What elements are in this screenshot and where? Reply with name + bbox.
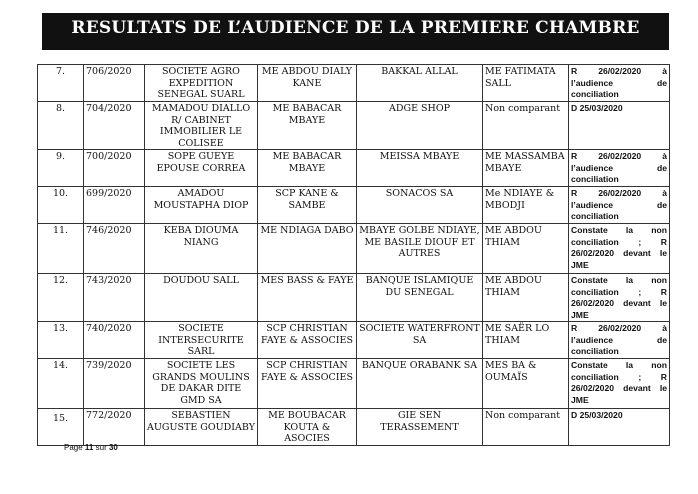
table-row bbox=[38, 65, 670, 102]
plaintiff-lawyer: ME ABDOU DIALY KANE bbox=[258, 65, 357, 102]
defendant-lawyer: ME ABDOU THIAM bbox=[483, 224, 569, 274]
plaintiff-lawyer: ME BABACAR MBAYE bbox=[258, 150, 357, 187]
decision: R 26/02/2020 à l’audience de conciliation bbox=[569, 187, 670, 224]
decision: R 26/02/2020 à l’audience de conciliation bbox=[569, 322, 670, 359]
row-number: 8. bbox=[38, 102, 84, 150]
defendant: SONACOS SA bbox=[357, 187, 483, 224]
case-number: 746/2020 bbox=[84, 224, 145, 274]
defendant-lawyer: Me NDIAYE & MBODJI bbox=[483, 187, 569, 224]
plaintiff-lawyer: SCP CHRISTIAN FAYE & ASSOCIES bbox=[258, 322, 357, 359]
decision: Constate la non conciliation ; R 26/02/2020 devant le JME bbox=[569, 224, 670, 274]
plaintiff-lawyer: SCP KANE & SAMBE bbox=[258, 187, 357, 224]
plaintiff: DOUDOU SALL bbox=[145, 274, 258, 322]
defendant-lawyer: ME MASSAMBA MBAYE bbox=[483, 150, 569, 187]
page-total: 30 bbox=[108, 443, 118, 452]
case-number: 772/2020 bbox=[84, 409, 145, 446]
table-row bbox=[38, 409, 670, 446]
defendant: BANQUE ISLAMIQUE DU SENEGAL bbox=[357, 274, 483, 322]
table-row bbox=[38, 224, 670, 274]
plaintiff-lawyer: ME NDIAGA DABO bbox=[258, 224, 357, 274]
table-row bbox=[38, 322, 670, 359]
case-number: 739/2020 bbox=[84, 359, 145, 409]
plaintiff: SOCIETE INTERSECURITE SARL bbox=[145, 322, 258, 359]
decision: R 26/02/2020 à l’audience de conciliation bbox=[569, 150, 670, 187]
defendant-lawyer: MES BA & OUMAÏS bbox=[483, 359, 569, 409]
plaintiff-lawyer: ME BOUBACAR KOUTA & ASOCIES bbox=[258, 409, 357, 446]
case-number: 740/2020 bbox=[84, 322, 145, 359]
page-footer bbox=[64, 443, 118, 452]
page-separator: sur bbox=[95, 443, 107, 452]
plaintiff: KEBA DIOUMA NIANG bbox=[145, 224, 258, 274]
results-table bbox=[37, 64, 670, 446]
case-number: 700/2020 bbox=[84, 150, 145, 187]
defendant: MBAYE GOLBE NDIAYE, ME BASILE DIOUF ET AUTRES bbox=[357, 224, 483, 274]
row-number: 7. bbox=[38, 65, 84, 102]
case-number: 699/2020 bbox=[84, 187, 145, 224]
defendant-lawyer: Non comparant bbox=[483, 409, 569, 446]
plaintiff-lawyer: MES BASS & FAYE bbox=[258, 274, 357, 322]
plaintiff: SOCIETE LES GRANDS MOULINS DE DAKAR DITE GMD SA bbox=[145, 359, 258, 409]
defendant: BANQUE ORABANK SA bbox=[357, 359, 483, 409]
plaintiff: SOCIETE AGRO EXPEDITION SENEGAL SUARL bbox=[145, 65, 258, 102]
row-number: 11. bbox=[38, 224, 84, 274]
table-row bbox=[38, 274, 670, 322]
row-number: 9. bbox=[38, 150, 84, 187]
table-row bbox=[38, 150, 670, 187]
defendant: MEISSA MBAYE bbox=[357, 150, 483, 187]
row-number: 10. bbox=[38, 187, 84, 224]
plaintiff: AMADOU MOUSTAPHA DIOP bbox=[145, 187, 258, 224]
table-row bbox=[38, 187, 670, 224]
page-label: Page bbox=[64, 443, 83, 452]
defendant-lawyer: ME SAËR LO THIAM bbox=[483, 322, 569, 359]
row-number: 12. bbox=[38, 274, 84, 322]
row-number: 15. bbox=[38, 409, 84, 446]
page-current: 11 bbox=[84, 443, 94, 452]
defendant-lawyer: Non comparant bbox=[483, 102, 569, 150]
defendant-lawyer: ME ABDOU THIAM bbox=[483, 274, 569, 322]
table-row bbox=[38, 102, 670, 150]
defendant-lawyer: ME FATIMATA SALL bbox=[483, 65, 569, 102]
case-number: 706/2020 bbox=[84, 65, 145, 102]
case-number: 743/2020 bbox=[84, 274, 145, 322]
defendant: BAKKAL ALLAL bbox=[357, 65, 483, 102]
plaintiff-lawyer: ME BABACAR MBAYE bbox=[258, 102, 357, 150]
plaintiff: SOPE GUEYE EPOUSE CORREA bbox=[145, 150, 258, 187]
defendant: GIE SEN TERASSEMENT bbox=[357, 409, 483, 446]
defendant: ADGE SHOP bbox=[357, 102, 483, 150]
case-number: 704/2020 bbox=[84, 102, 145, 150]
row-number: 14. bbox=[38, 359, 84, 409]
decision: R 26/02/2020 à l’audience de conciliation bbox=[569, 65, 670, 102]
page-title: RESULTATS DE L’AUDIENCE DE LA PREMIERE CHAMBRE bbox=[42, 13, 669, 50]
plaintiff: SEBASTIEN AUGUSTE GOUDIABY bbox=[145, 409, 258, 446]
decision: Constate la non conciliation ; R 26/02/2020 devant le JME bbox=[569, 359, 670, 409]
plaintiff: MAMADOU DIALLO R/ CABINET IMMOBILIER LE COLISEE bbox=[145, 102, 258, 150]
row-number: 13. bbox=[38, 322, 84, 359]
decision: Constate la non conciliation ; R 26/02/2020 devant le JME bbox=[569, 274, 670, 322]
plaintiff-lawyer: SCP CHRISTIAN FAYE & ASSOCIES bbox=[258, 359, 357, 409]
defendant: SOCIETE WATERFRONT SA bbox=[357, 322, 483, 359]
table-row bbox=[38, 359, 670, 409]
decision: D 25/03/2020 bbox=[569, 409, 670, 446]
decision: D 25/03/2020 bbox=[569, 102, 670, 150]
